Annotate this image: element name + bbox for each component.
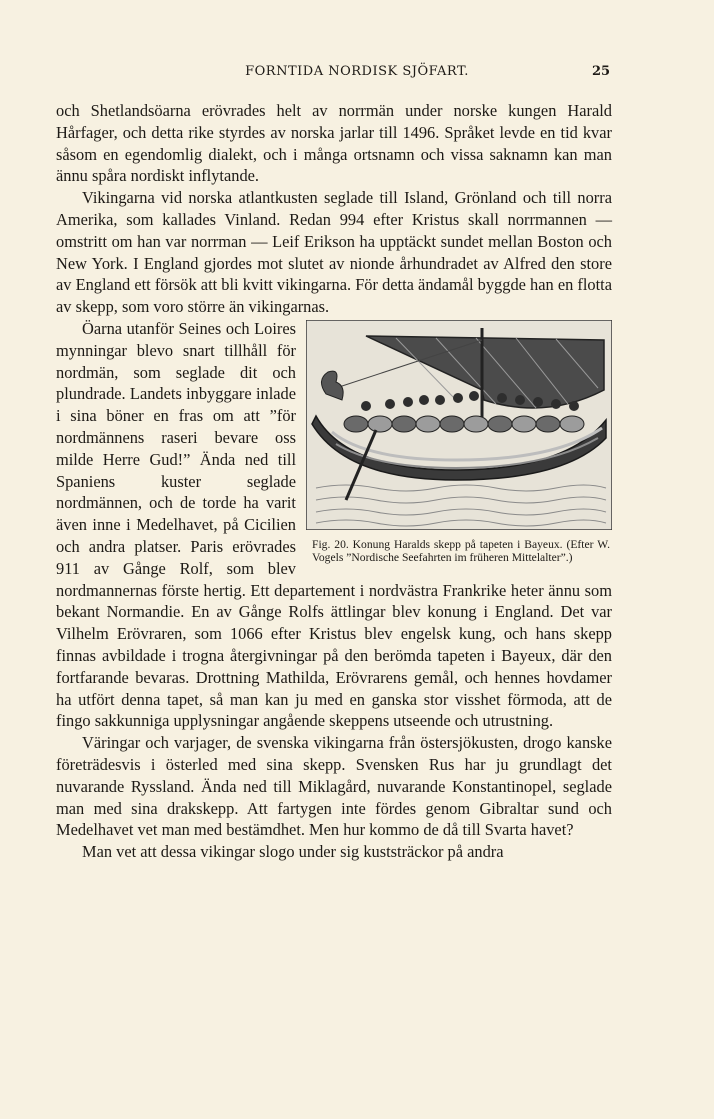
paragraph: och Shetlandsöarna erövrades helt av norrmän under norske kungen Harald Hårfager, och detta rike styrdes av norska jarlar till 1496. Språket levde en tid kvar såsom en egendomlig dialekt, och i många ortsnamn och vissa saknamn kan man ännu spåra nordiskt inflytande. xyxy=(56,101,612,186)
paragraph: Man vet att dessa vikingar slogo under sig kuststräckor på andra xyxy=(82,842,504,862)
paragraph: Väringar och varjager, de svenska vikingarna från östersjökusten, drogo kanske företrädesvis i österled med sina skepp. Svensken Rus har ju grundlagt det nuvarande Ryssland. Ända ned till Miklagård, nuvarande Konstantinopel, seglade man med sina drakskepp. Att fartygen inte fördes genom Gibraltar sund och Medelhavet vet man med bestämdhet. Men hur kommo de då till Svarta havet? xyxy=(56,733,612,840)
paragraph: Öarna utanför Seines och Loires mynningar blevo snart tillhåll för nordmän, som seglade dit och plundrade. Landets inbyggare inlade i sina böner en fras om att ”för nordmännens raseri bevare oss milde Herre Gud!” Ända ned till Spaniens kuster seglade nordmännen, och de torde ha varit även inne i Medelhavet, på Cicilien och andra platser. Paris erövrades 911 av Gånge Rolf, som blev nordmannernas förste hertig. Ett departement i nordvästra Frankrike heter ännu som bekant Normandie. En av Gånge Rolfs ättlingar blev konung i England. Det var Vilhelm Erövraren, som 1066 efter Kristus blev engelsk kung, och hans skepp finnas avbildade i trogna återgivningar på den berömda tapeten i Bayeux, där den fortfarande bevaras. Drottning Mathilda, Erövrarens gemål, och hennes hovdamer ha utfört denna tapet, så man kan ju med en ganska stor visshet förmoda, att de fingo sakkunniga upplysningar angående skeppens utseende och utrustning. xyxy=(56,318,612,731)
body-text xyxy=(56,100,612,863)
viking-ship-illustration xyxy=(306,320,612,530)
figure-caption: Fig. 20. Konung Haralds skepp på tapeten i Bayeux. (Efter W. Vogels ”Nordische Seefahrten im früheren Mittelalter”.) xyxy=(312,537,610,565)
page-number: 25 xyxy=(592,64,611,79)
paragraph: Vikingarna vid norska atlantkusten seglade till Island, Grönland och till norra Amerika, som kallades Vinland. Redan 994 efter Kristus skall norrmannen — omstritt om han var norrman — Leif Erikson ha upptäckt sundet mellan Boston och New York. I England gjordes mot slutet av nionde århundradet av Alfred den store av England ett försök att bli kvitt vikingarna. För detta ändamål byggde han en flotta av skepp, som voro större än vikingarnas. xyxy=(56,188,612,317)
figure xyxy=(306,320,612,565)
running-title: FORNTIDA NORDISK SJÖFART. xyxy=(245,64,469,79)
